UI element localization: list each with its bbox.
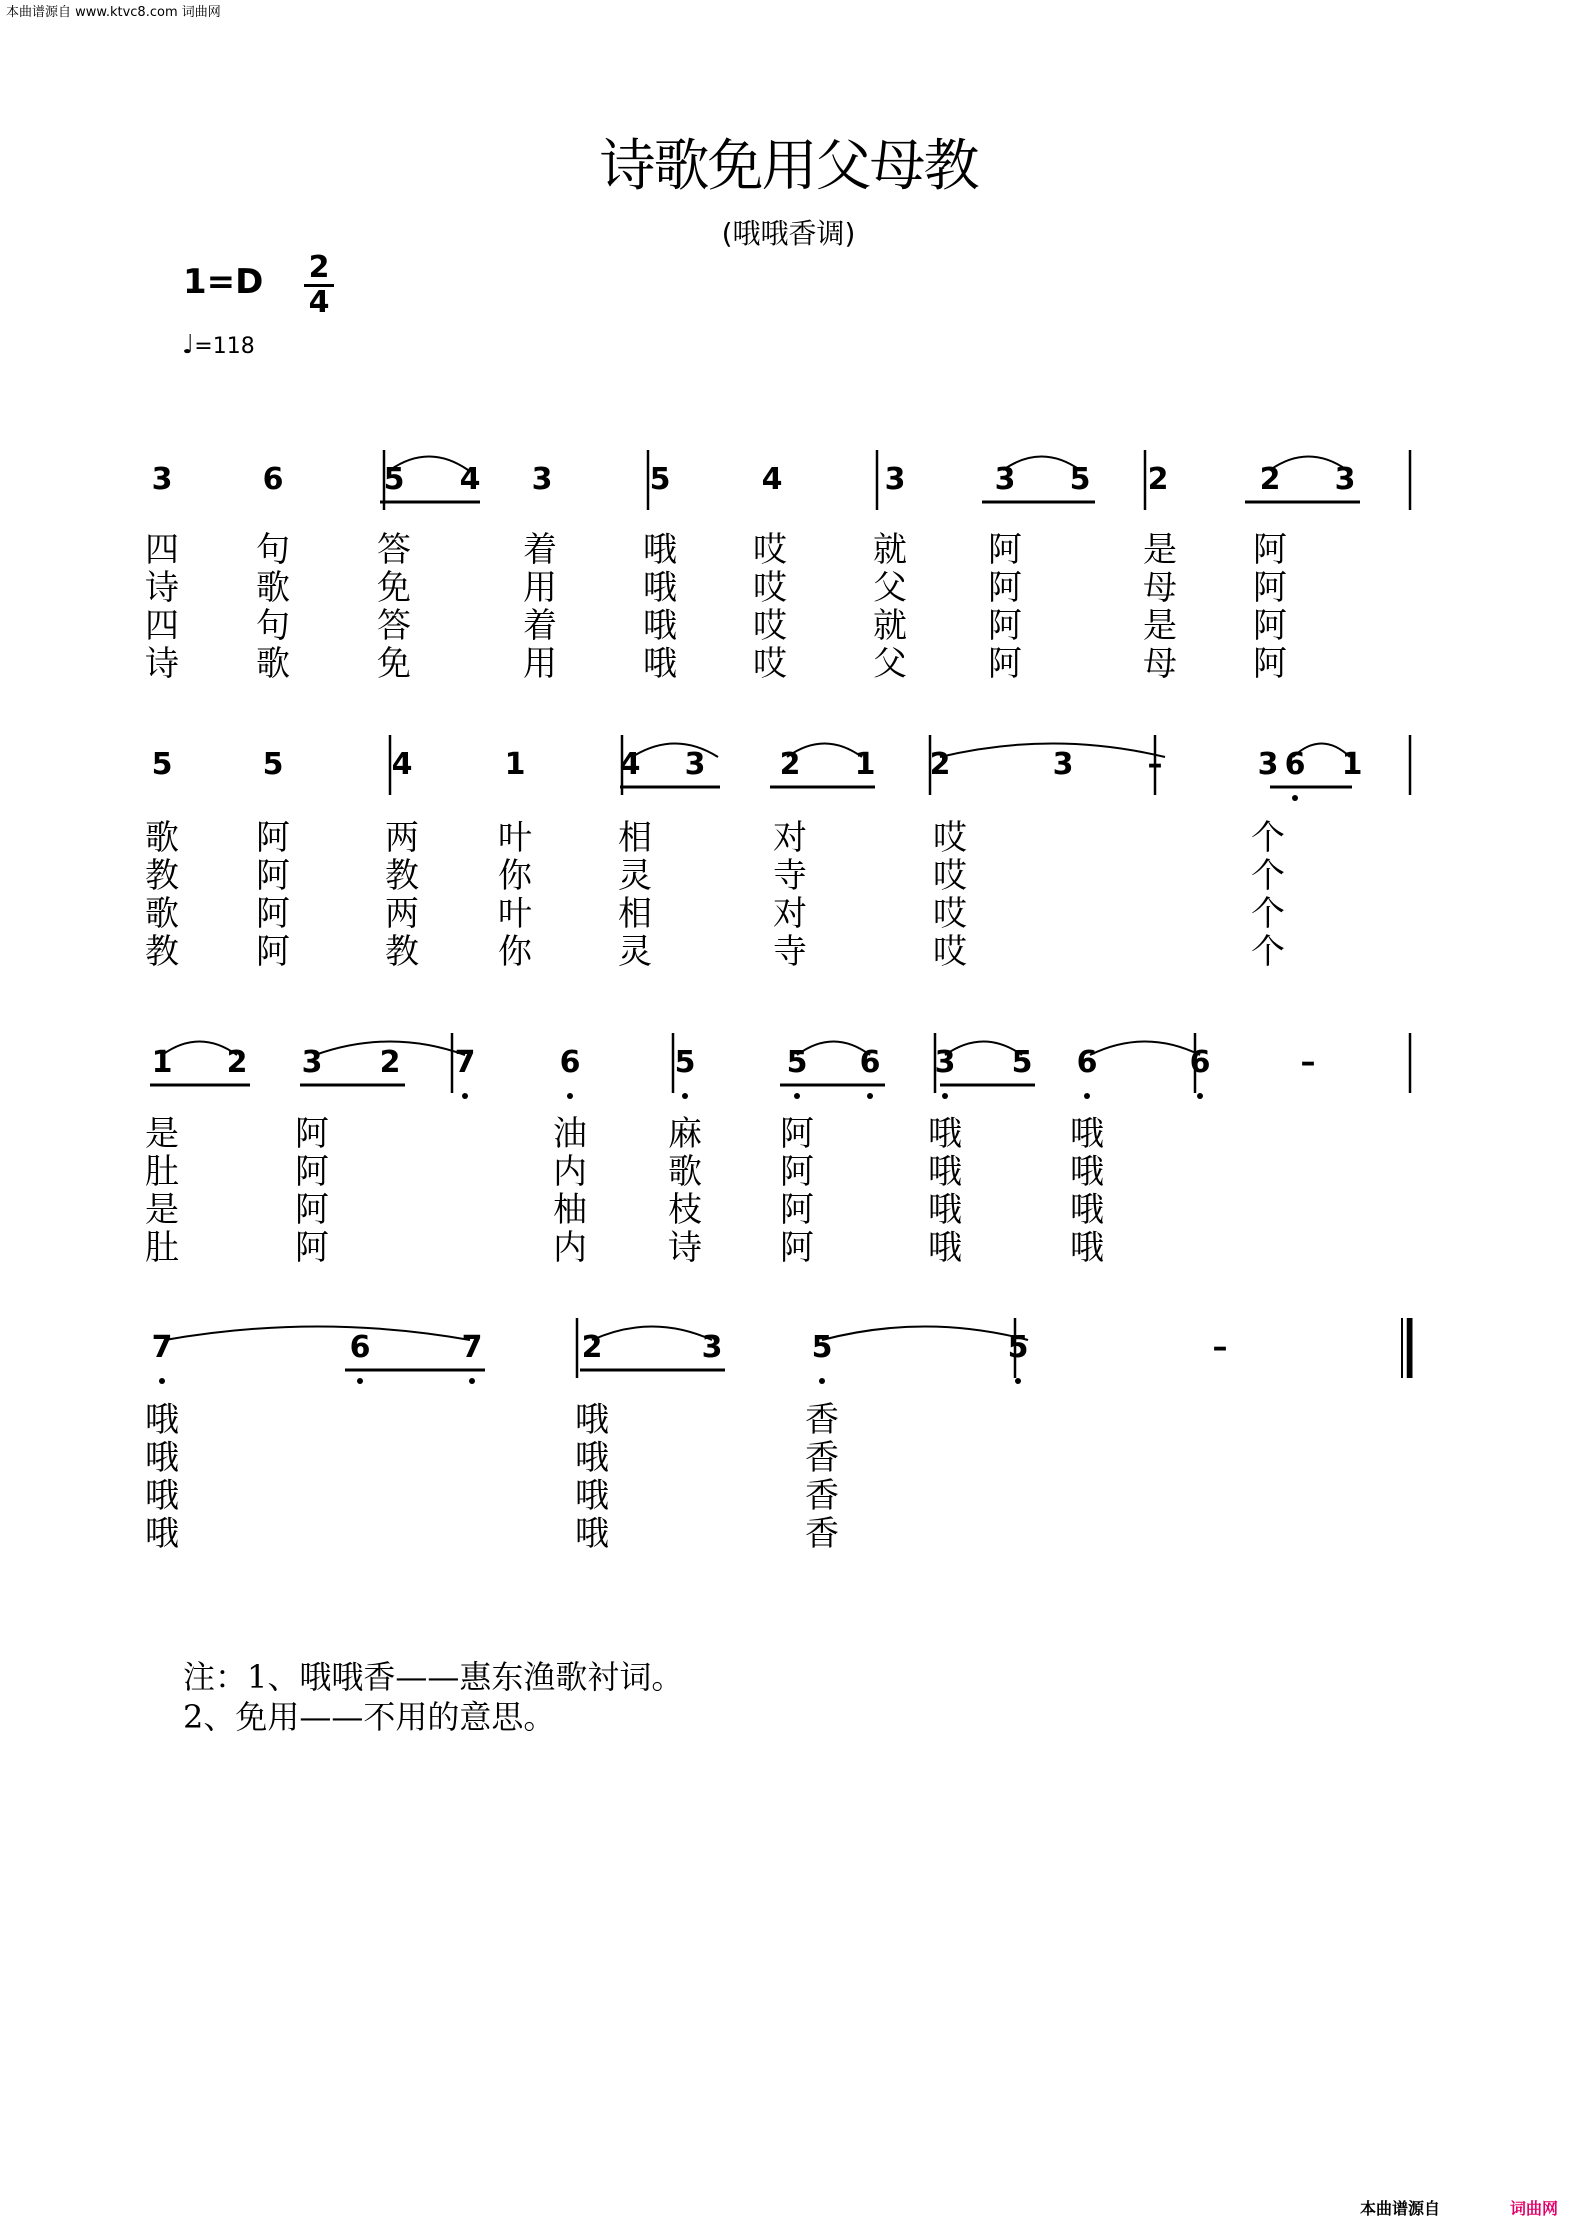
slur (165, 1327, 470, 1341)
lyric-char: 阿 (780, 1152, 814, 1192)
lyric-char: 哦 (1070, 1228, 1104, 1268)
jianpu-note: 2 (1259, 462, 1281, 497)
jianpu-note: 1 (504, 747, 526, 782)
lyric-char: 哦 (928, 1228, 962, 1268)
lyric-char: 着 (523, 530, 557, 570)
lyric-char: 阿 (988, 606, 1022, 646)
lyric-char: 个 (1251, 932, 1285, 972)
lyric-char: 哎 (753, 606, 787, 646)
lyric-char: 阿 (780, 1114, 814, 1154)
lyric-char: 香 (805, 1514, 839, 1554)
jianpu-note: 3 (701, 1330, 723, 1365)
jianpu-note: 6 (559, 1045, 581, 1080)
lyric-char: 肚 (145, 1152, 179, 1192)
lyric-char: 阿 (295, 1228, 329, 1268)
lyric-char: 阿 (988, 644, 1022, 684)
lyric-char: 哦 (145, 1400, 179, 1440)
octave-dot (1015, 1378, 1021, 1384)
lyric-char: 对 (773, 818, 807, 858)
song-title: 诗歌免用父母教 (599, 134, 978, 199)
lyric-char: 两 (385, 894, 419, 934)
lyric-char: 个 (1251, 856, 1285, 896)
lyric-char: 两 (385, 818, 419, 858)
octave-dot (942, 1093, 948, 1099)
jianpu-note: 2 (581, 1330, 603, 1365)
jianpu-note: – (1300, 1045, 1316, 1080)
lyric-char: 歌 (145, 818, 179, 858)
octave-dot (1197, 1093, 1203, 1099)
tempo-value: =118 (194, 334, 255, 359)
lyric-char: 阿 (1253, 568, 1287, 608)
lyric-char: 用 (523, 568, 557, 608)
lyric-char: 你 (498, 856, 532, 896)
jianpu-note: 7 (461, 1330, 483, 1365)
lyric-char: 答 (377, 530, 411, 570)
lyric-char: 教 (385, 932, 419, 972)
lyric-char: 用 (523, 644, 557, 684)
lyric-char: 哦 (575, 1400, 609, 1440)
lyric-char: 阿 (780, 1190, 814, 1230)
lyric-char: 香 (805, 1438, 839, 1478)
octave-dot (794, 1093, 800, 1099)
lyric-char: 哎 (933, 894, 967, 934)
lyric-char: 哎 (753, 530, 787, 570)
lyric-char: 句 (256, 530, 290, 570)
lyric-char: 哦 (575, 1476, 609, 1516)
jianpu-note: 3 (934, 1045, 956, 1080)
lyric-char: 个 (1251, 894, 1285, 934)
jianpu-note: 4 (391, 747, 413, 782)
jianpu-note: 5 (1007, 1330, 1029, 1365)
jianpu-note: – (1212, 1330, 1228, 1365)
lyric-char: 诗 (145, 568, 179, 608)
note-line-1: 注：1、哦哦香——惠东渔歌衬词。 (183, 1658, 684, 1696)
jianpu-note: 3 (151, 462, 173, 497)
lyric-char: 麻 (668, 1114, 702, 1154)
octave-dot (159, 1378, 165, 1384)
lyric-char: 阿 (1253, 606, 1287, 646)
lyric-char: 教 (385, 856, 419, 896)
lyric-char: 诗 (668, 1228, 702, 1268)
jianpu-note: 5 (262, 747, 284, 782)
lyric-char: 诗 (145, 644, 179, 684)
lyric-char: 阿 (256, 932, 290, 972)
lyric-char: 油 (553, 1114, 587, 1154)
octave-dot (462, 1093, 468, 1099)
octave-dot (682, 1093, 688, 1099)
lyric-char: 哦 (575, 1514, 609, 1554)
lyric-char: 叶 (498, 818, 532, 858)
octave-dot (567, 1093, 573, 1099)
lyric-char: 哦 (145, 1514, 179, 1554)
lyric-char: 哦 (1070, 1114, 1104, 1154)
jianpu-note: 5 (151, 747, 173, 782)
jianpu-note: 4 (761, 462, 783, 497)
lyric-char: 歌 (145, 894, 179, 934)
lyric-char: 阿 (295, 1114, 329, 1154)
octave-dot (469, 1378, 475, 1384)
jianpu-note: 3 (1334, 462, 1356, 497)
jianpu-note: 6 (349, 1330, 371, 1365)
lyric-char: 哦 (1070, 1190, 1104, 1230)
jianpu-note: 1 (1341, 747, 1363, 782)
lyric-char: 相 (618, 894, 652, 934)
footer-source: 本曲谱源自 (1360, 2199, 1441, 2218)
footer-site: 词曲网 (1510, 2199, 1559, 2218)
octave-dot (1084, 1093, 1090, 1099)
lyric-char: 寺 (773, 856, 807, 896)
jianpu-note: 4 (459, 462, 481, 497)
lyric-char: 阿 (295, 1190, 329, 1230)
lyric-char: 个 (1251, 818, 1285, 858)
lyric-char: 哦 (928, 1114, 962, 1154)
octave-dot (1292, 795, 1298, 801)
jianpu-note: 6 (859, 1045, 881, 1080)
lyric-char: 阿 (1253, 530, 1287, 570)
note-line-2: 2、免用——不用的意思。 (183, 1698, 556, 1736)
lyric-char: 阿 (988, 530, 1022, 570)
lyric-char: 母 (1143, 644, 1177, 684)
jianpu-note: 5 (1011, 1045, 1033, 1080)
jianpu-note: 2 (779, 747, 801, 782)
lyric-char: 内 (553, 1152, 587, 1192)
jianpu-note: 2 (1147, 462, 1169, 497)
jianpu-note: 3 (301, 1045, 323, 1080)
jianpu-note: 1 (151, 1045, 173, 1080)
lyric-char: 就 (873, 606, 907, 646)
slur (945, 1042, 1022, 1056)
lyric-char: 四 (145, 606, 179, 646)
lyric-char: 免 (377, 644, 411, 684)
lyric-char: 内 (553, 1228, 587, 1268)
jianpu-note: 7 (151, 1330, 173, 1365)
lyric-char: 阿 (1253, 644, 1287, 684)
lyric-char: 哦 (928, 1190, 962, 1230)
lyric-char: 枝 (668, 1190, 702, 1230)
jianpu-note: 4 (619, 747, 641, 782)
lyric-char: 是 (145, 1190, 179, 1230)
quarter-note-icon: ♩ (182, 330, 195, 360)
jianpu-note: 3 (994, 462, 1016, 497)
jianpu-note: 3 (684, 747, 706, 782)
lyric-char: 歌 (256, 568, 290, 608)
lyric-char: 阿 (256, 818, 290, 858)
jianpu-note: 5 (786, 1045, 808, 1080)
lyric-char: 阿 (988, 568, 1022, 608)
lyric-char: 母 (1143, 568, 1177, 608)
jianpu-note: 6 (1076, 1045, 1098, 1080)
jianpu-note: 3 (531, 462, 553, 497)
octave-dot (357, 1378, 363, 1384)
lyric-char: 阿 (295, 1152, 329, 1192)
lyric-char: 哦 (643, 568, 677, 608)
lyric-char: 哦 (1070, 1152, 1104, 1192)
lyric-char: 香 (805, 1400, 839, 1440)
lyric-char: 对 (773, 894, 807, 934)
lyric-char: 柚 (553, 1190, 587, 1230)
jianpu-note: 2 (226, 1045, 248, 1080)
lyric-char: 是 (145, 1114, 179, 1154)
lyric-char: 是 (1143, 530, 1177, 570)
lyric-char: 哦 (145, 1438, 179, 1478)
time-signature-top: 2 (308, 250, 330, 285)
jianpu-note: 2 (929, 747, 951, 782)
octave-dot (867, 1093, 873, 1099)
lyric-char: 哦 (643, 606, 677, 646)
slur (822, 1327, 1028, 1341)
jianpu-note: – (1147, 747, 1163, 782)
lyric-char: 哎 (933, 818, 967, 858)
jianpu-note: 5 (1069, 462, 1091, 497)
jianpu-note: 5 (649, 462, 671, 497)
lyric-char: 就 (873, 530, 907, 570)
lyric-char: 肚 (145, 1228, 179, 1268)
time-signature-bottom: 4 (308, 285, 330, 320)
lyric-char: 歌 (256, 644, 290, 684)
lyric-char: 答 (377, 606, 411, 646)
lyric-char: 教 (145, 932, 179, 972)
lyric-char: 歌 (668, 1152, 702, 1192)
lyric-char: 哎 (753, 644, 787, 684)
lyric-char: 哦 (928, 1152, 962, 1192)
jianpu-note: 2 (379, 1045, 401, 1080)
jianpu-note: 6 (1284, 747, 1306, 782)
lyric-char: 哎 (753, 568, 787, 608)
source-line: 本曲谱源自 www.ktvc8.com 词曲网 (6, 5, 221, 20)
key-signature: 1=D (183, 262, 264, 302)
lyric-char: 父 (873, 568, 907, 608)
lyric-char: 四 (145, 530, 179, 570)
lyric-char: 阿 (256, 894, 290, 934)
jianpu-note: 7 (454, 1045, 476, 1080)
slur (592, 1327, 712, 1341)
lyric-char: 句 (256, 606, 290, 646)
jianpu-note: 5 (383, 462, 405, 497)
lyric-char: 香 (805, 1476, 839, 1516)
lyric-char: 教 (145, 856, 179, 896)
jianpu-note: 5 (811, 1330, 833, 1365)
lyric-char: 灵 (618, 856, 652, 896)
lyric-char: 灵 (618, 932, 652, 972)
slur (1090, 1042, 1200, 1056)
lyric-char: 父 (873, 644, 907, 684)
lyric-char: 寺 (773, 932, 807, 972)
song-subtitle: (哦哦香调) (721, 217, 856, 250)
lyric-char: 免 (377, 568, 411, 608)
lyric-char: 你 (498, 932, 532, 972)
lyric-char: 哎 (933, 932, 967, 972)
lyric-char: 哦 (575, 1438, 609, 1478)
lyric-char: 哦 (643, 530, 677, 570)
jianpu-note: 3 (1257, 747, 1279, 782)
jianpu-note: 6 (262, 462, 284, 497)
jianpu-note: 3 (1052, 747, 1074, 782)
lyric-char: 阿 (780, 1228, 814, 1268)
lyric-char: 哎 (933, 856, 967, 896)
lyric-char: 是 (1143, 606, 1177, 646)
jianpu-note: 3 (884, 462, 906, 497)
lyric-char: 阿 (256, 856, 290, 896)
lyric-char: 叶 (498, 894, 532, 934)
lyric-char: 哦 (643, 644, 677, 684)
octave-dot (819, 1378, 825, 1384)
lyric-char: 着 (523, 606, 557, 646)
lyric-char: 哦 (145, 1476, 179, 1516)
jianpu-note: 6 (1189, 1045, 1211, 1080)
jianpu-note: 1 (854, 747, 876, 782)
jianpu-note: 5 (674, 1045, 696, 1080)
lyric-char: 相 (618, 818, 652, 858)
